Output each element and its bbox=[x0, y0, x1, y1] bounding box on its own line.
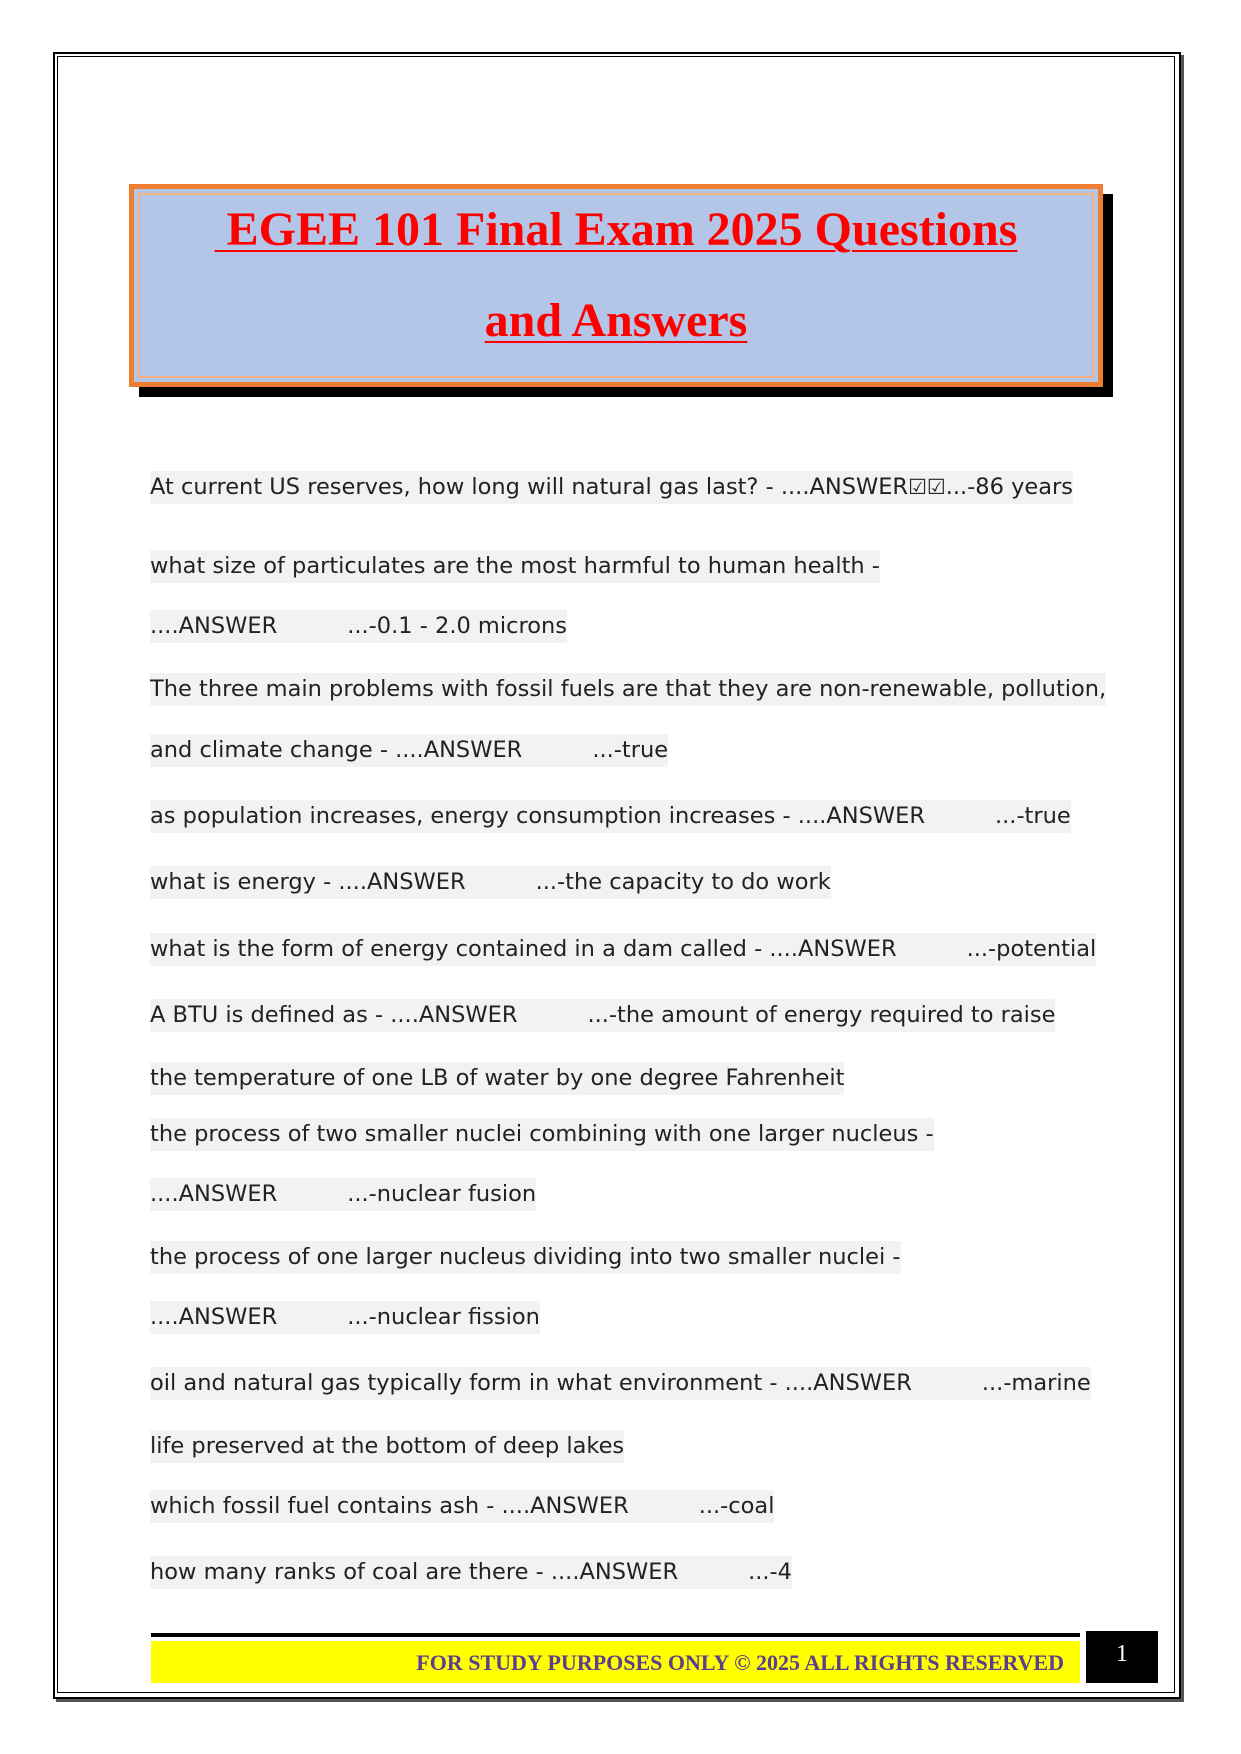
answer-text: ...-coal bbox=[698, 1493, 775, 1519]
page-number-box bbox=[1086, 1631, 1158, 1683]
question-text: At current US reserves, how long will natural gas last? - ....ANSWER bbox=[150, 474, 909, 500]
qa-line bbox=[150, 1118, 934, 1151]
question-text: The three main problems with fossil fuels are that they are non-renewable, pollution, bbox=[150, 676, 1107, 702]
qa-line bbox=[150, 610, 567, 643]
qa-line bbox=[150, 800, 1071, 833]
question-text: ....ANSWER bbox=[150, 1304, 278, 1330]
answer-text: ...-nuclear fission bbox=[347, 1304, 540, 1330]
question-text: ....ANSWER bbox=[150, 613, 278, 639]
question-text: and climate change - ....ANSWER bbox=[150, 737, 523, 763]
qa-line bbox=[150, 1490, 774, 1523]
qa-line bbox=[150, 1367, 1091, 1400]
question-text: the process of one larger nucleus dividing into two smaller nuclei - bbox=[150, 1244, 901, 1270]
qa-line bbox=[150, 866, 831, 899]
question-text: A BTU is defined as - ....ANSWER bbox=[150, 1002, 518, 1028]
qa-line bbox=[150, 471, 1073, 504]
qa-line bbox=[150, 673, 1106, 706]
title-line-1: EGEE 101 Final Exam 2025 Questions bbox=[214, 203, 1018, 256]
question-text: what is energy - ....ANSWER bbox=[150, 869, 466, 895]
qa-line bbox=[150, 550, 880, 583]
answer-text: ...-true bbox=[994, 803, 1071, 829]
footer-rule bbox=[151, 1633, 1080, 1637]
answer-text: ...-the amount of energy required to raise bbox=[587, 1002, 1056, 1028]
qa-line bbox=[150, 1241, 901, 1274]
title-line-2: and Answers bbox=[484, 294, 748, 347]
question-text: life preserved at the bottom of deep lakes bbox=[150, 1433, 625, 1459]
footer-text: FOR STUDY PURPOSES ONLY © 2025 ALL RIGHTS RESERVED bbox=[416, 1650, 1064, 1675]
answer-text: ...-4 bbox=[748, 1559, 792, 1585]
answer-text: ...-nuclear fusion bbox=[347, 1181, 537, 1207]
title-box bbox=[129, 184, 1103, 387]
question-text: which fossil fuel contains ash - ....ANSWER bbox=[150, 1493, 629, 1519]
qa-line bbox=[150, 1062, 844, 1095]
qa-line bbox=[150, 1178, 536, 1211]
qa-line bbox=[150, 734, 668, 767]
qa-line bbox=[150, 999, 1055, 1032]
qa-line bbox=[150, 1430, 624, 1463]
answer-text: ...-potential bbox=[966, 936, 1097, 962]
qa-line bbox=[150, 1556, 792, 1589]
question-text: the process of two smaller nuclei combining with one larger nucleus - bbox=[150, 1121, 934, 1147]
check-icon: ☑☑ bbox=[908, 475, 946, 499]
qa-line bbox=[150, 1301, 540, 1334]
answer-text: ...-0.1 - 2.0 microns bbox=[347, 613, 567, 639]
question-text: ....ANSWER bbox=[150, 1181, 278, 1207]
question-text: the temperature of one LB of water by one degree Fahrenheit bbox=[150, 1065, 845, 1091]
question-text: what size of particulates are the most harmful to human health - bbox=[150, 553, 880, 579]
question-text: oil and natural gas typically form in what environment - ....ANSWER bbox=[150, 1370, 912, 1396]
page-number: 1 bbox=[1116, 1641, 1128, 1667]
question-text: what is the form of energy contained in a dam called - ....ANSWER bbox=[150, 936, 897, 962]
question-text: as population increases, energy consumption increases - ....ANSWER bbox=[150, 803, 925, 829]
qa-line bbox=[150, 933, 1096, 966]
footer-bar bbox=[151, 1641, 1080, 1683]
answer-text: ...-marine bbox=[981, 1370, 1091, 1396]
answer-text: ...-true bbox=[592, 737, 669, 763]
answer-text: ...-86 years bbox=[945, 474, 1074, 500]
question-text: how many ranks of coal are there - ....ANSWER bbox=[150, 1559, 679, 1585]
answer-text: ...-the capacity to do work bbox=[535, 869, 831, 895]
